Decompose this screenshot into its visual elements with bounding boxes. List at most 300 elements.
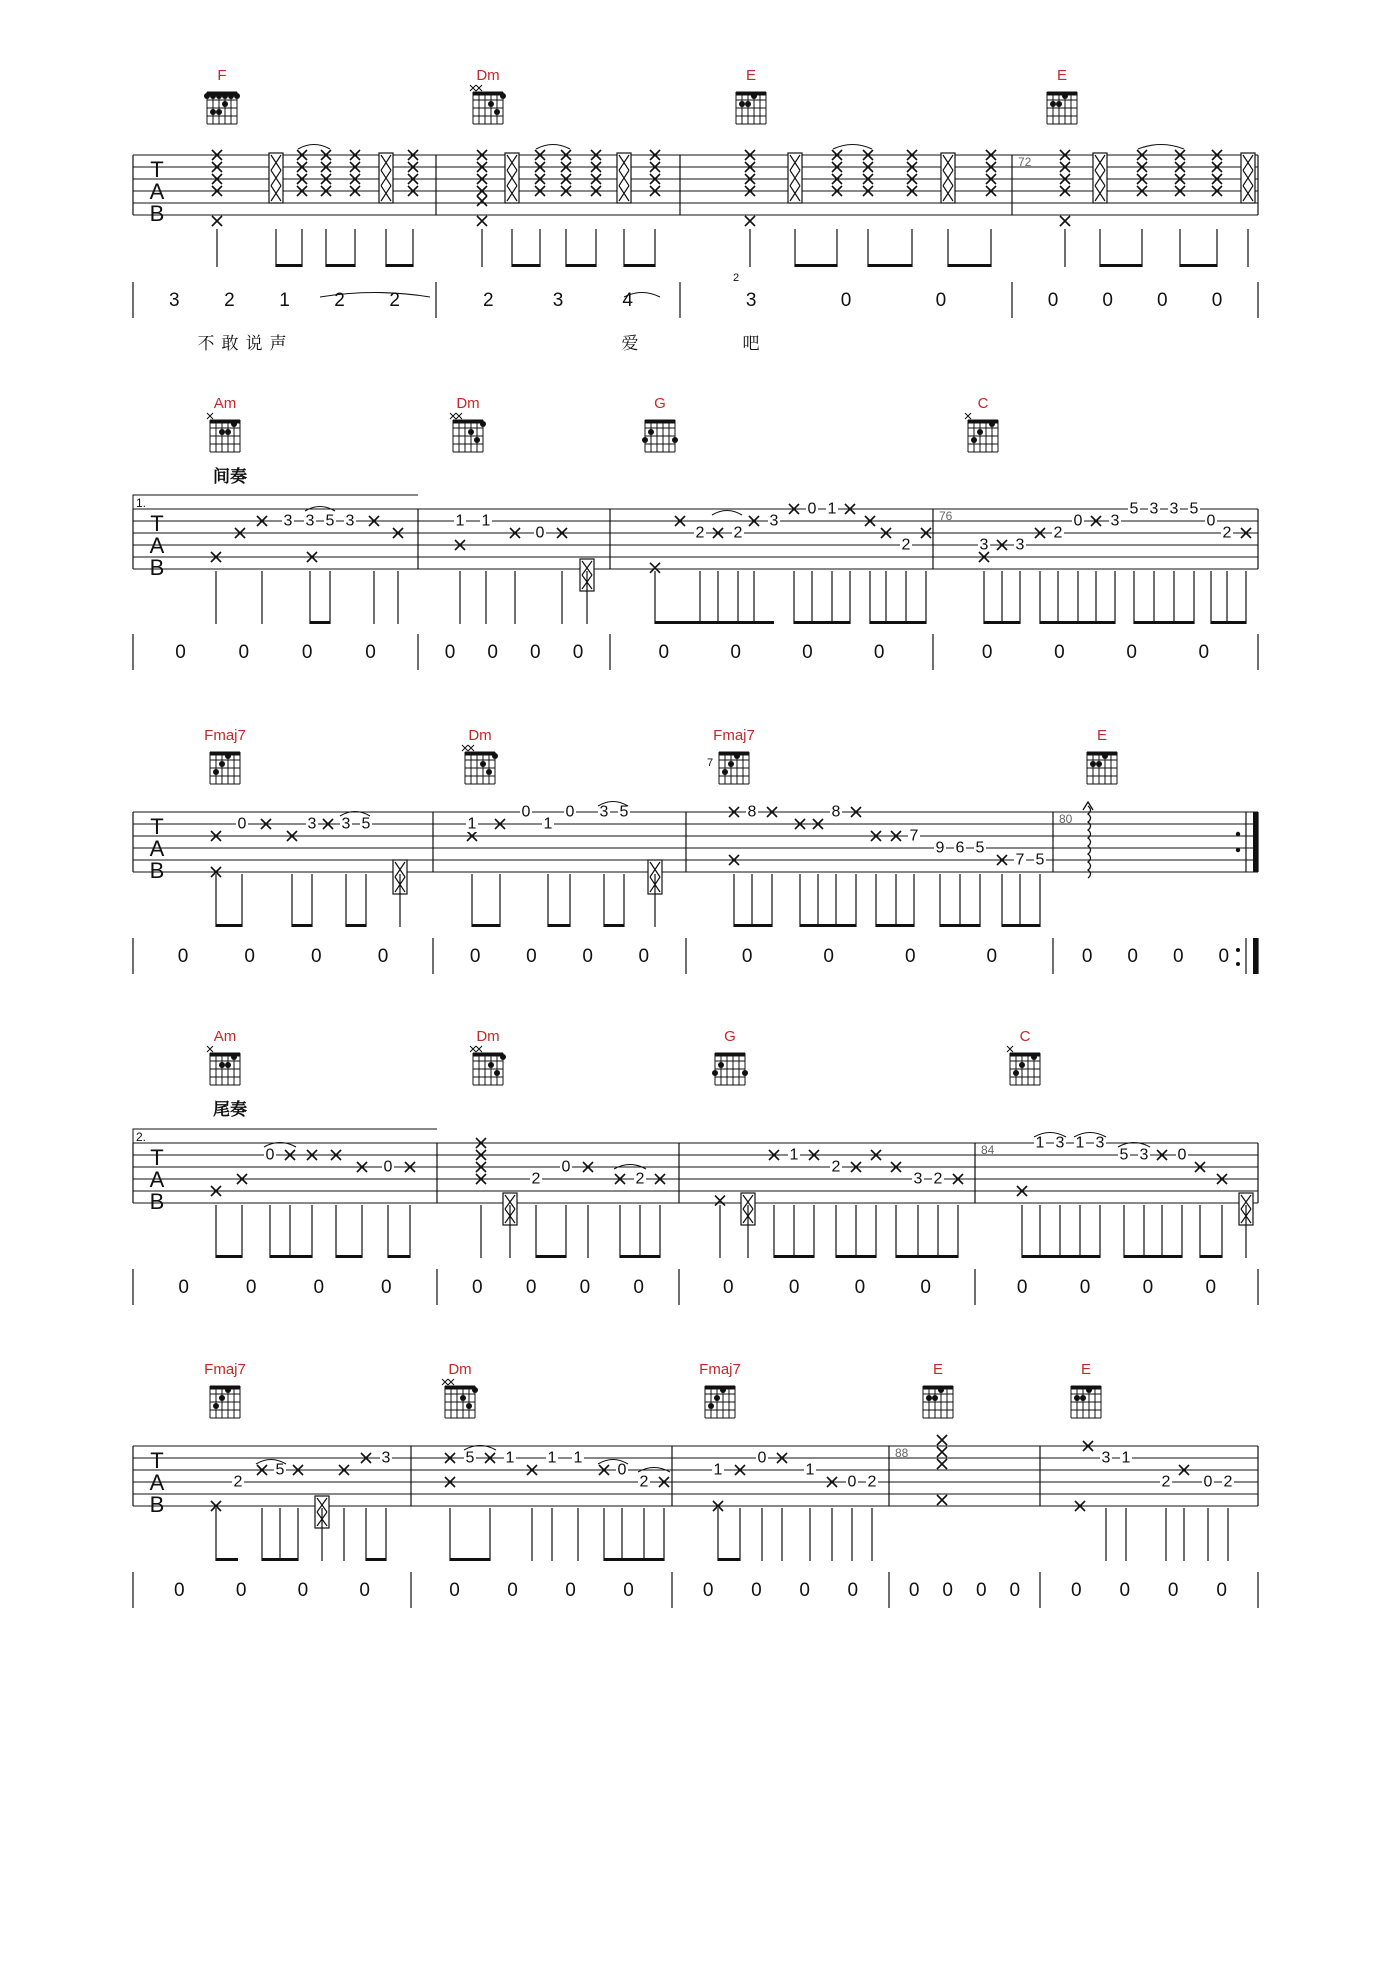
- chord-name: Dm: [448, 1361, 472, 1378]
- chord-diagram: [1087, 727, 1117, 784]
- fret-number: 3: [1101, 1449, 1111, 1467]
- jianpu-note: 0: [1218, 946, 1230, 967]
- tab-staff: [133, 1143, 1258, 1214]
- tab-system-1: [133, 67, 1258, 354]
- finger-dot: [1074, 1395, 1080, 1401]
- beam: [624, 264, 655, 267]
- tab-clef-letter: B: [149, 858, 165, 883]
- dead-note-mark: [937, 1459, 947, 1469]
- muted-string-mark: [965, 413, 971, 419]
- beam: [700, 621, 774, 624]
- x-stroke: [937, 1495, 947, 1505]
- tie-arc: [298, 145, 330, 150]
- finger-dot: [219, 1395, 225, 1401]
- chord-diagram: [923, 1361, 953, 1418]
- chord-name: Fmaj7: [713, 727, 755, 744]
- chord-diagram: [1071, 1361, 1101, 1418]
- jianpu-note: 0: [1016, 1277, 1028, 1298]
- jianpu-note: 0: [802, 642, 813, 663]
- measure-number: 80: [1059, 812, 1073, 826]
- chord-diagram: [204, 1361, 246, 1418]
- muted-string-mark: [456, 413, 462, 419]
- tab-staff: [133, 1446, 1258, 1517]
- finger-dot: [708, 1403, 714, 1409]
- finger-dot: [225, 1062, 231, 1068]
- x-stroke: [745, 216, 755, 226]
- fret-number: 1: [547, 1449, 557, 1467]
- beam: [1180, 264, 1217, 267]
- finger-dot: [234, 93, 240, 99]
- chord-name: Fmaj7: [204, 1361, 246, 1378]
- fret-number: 0: [237, 815, 247, 833]
- dead-note-mark: [477, 196, 487, 206]
- finger-dot: [219, 761, 225, 767]
- finger-dot: [1102, 753, 1108, 759]
- beam: [1002, 924, 1040, 927]
- finger-dot: [213, 1403, 219, 1409]
- beam: [795, 264, 837, 267]
- finger-dot: [500, 1054, 506, 1060]
- jianpu-note: 0: [582, 946, 593, 967]
- fret-number: 1: [805, 1461, 815, 1479]
- finger-dot: [216, 109, 222, 115]
- fret-number: 1: [455, 512, 465, 530]
- jianpu-note: 0: [1071, 1580, 1082, 1601]
- chord-diagram: [207, 1028, 240, 1085]
- beam: [216, 1558, 238, 1561]
- beam: [270, 1255, 312, 1258]
- lyric-text: 爱: [621, 334, 639, 354]
- fret-number: 5: [1119, 1146, 1129, 1164]
- jianpu-note: 0: [487, 642, 498, 663]
- jianpu-note: 0: [908, 1580, 920, 1601]
- finger-dot: [1096, 761, 1102, 767]
- fret-number: 3: [307, 815, 317, 833]
- finger-dot: [486, 769, 492, 775]
- finger-dot: [1031, 1054, 1037, 1060]
- jianpu-note: 0: [297, 1580, 309, 1601]
- jianpu-note: 0: [579, 1277, 591, 1298]
- beam: [262, 1558, 298, 1561]
- chord-name: Dm: [456, 395, 480, 412]
- chord-diagram: [699, 1361, 741, 1418]
- fret-number: 0: [847, 1473, 857, 1491]
- finger-dot: [712, 1070, 718, 1076]
- nut: [1071, 1386, 1101, 1390]
- nut: [1087, 752, 1117, 756]
- muted-string-mark: [1007, 1046, 1013, 1052]
- fret-number: 5: [1035, 851, 1045, 869]
- finger-dot: [1062, 93, 1068, 99]
- finger-dot: [938, 1387, 944, 1393]
- jianpu-note: 0: [572, 642, 584, 663]
- rasgueado-box: [1241, 153, 1255, 203]
- jianpu-note: 0: [986, 946, 998, 967]
- jianpu-note: 0: [638, 946, 650, 967]
- nut: [715, 1053, 745, 1057]
- jianpu-note: 0: [565, 1580, 576, 1601]
- beam: [604, 924, 624, 927]
- beam: [896, 1255, 958, 1258]
- fret-number: 0: [383, 1158, 393, 1176]
- jianpu-note: 0: [1211, 290, 1223, 311]
- section-label: 尾奏: [213, 1100, 247, 1120]
- fret-number: 2: [1222, 524, 1232, 542]
- beam: [836, 1255, 876, 1258]
- nut: [210, 752, 240, 756]
- muted-string-mark: [476, 1046, 482, 1052]
- fret-number: 0: [1203, 1473, 1213, 1491]
- chord-name: E: [1056, 67, 1068, 84]
- fret-number: 5: [1129, 500, 1139, 518]
- fret-number: 9: [935, 839, 945, 857]
- jianpu-note: 0: [377, 946, 389, 967]
- dead-note-mark: [937, 1435, 947, 1445]
- tab-system-5: [133, 1361, 1258, 1608]
- lyric-char: 说: [245, 334, 263, 354]
- jianpu-note: 0: [723, 1277, 734, 1298]
- tab-clef-letter: T: [150, 511, 164, 536]
- nut: [705, 1386, 735, 1390]
- x-stroke: [1060, 216, 1070, 226]
- fret-number: 3: [1149, 500, 1159, 518]
- chord-name: E: [1096, 727, 1108, 744]
- fret-number: 3: [1095, 1134, 1105, 1152]
- tab-system-2: [133, 395, 1258, 670]
- beam: [536, 1255, 566, 1258]
- chord-diagram: [470, 1028, 506, 1085]
- jianpu-note: 0: [788, 1277, 800, 1298]
- section-label: 间奏: [213, 467, 247, 487]
- finger-dot: [500, 93, 506, 99]
- fret-number: 2: [639, 1473, 649, 1491]
- beam: [512, 264, 540, 267]
- jianpu-note: 0: [245, 1277, 257, 1298]
- beam: [604, 1558, 664, 1561]
- jianpu-note: 0: [658, 642, 670, 663]
- jianpu-note: 0: [469, 946, 481, 967]
- finger-dot: [494, 1070, 500, 1076]
- jianpu-note: 0: [1157, 290, 1168, 311]
- dead-note-mark: [715, 1196, 725, 1206]
- finger-dot: [977, 429, 983, 435]
- finger-dot: [468, 429, 474, 435]
- jianpu-note: 0: [444, 642, 456, 663]
- jianpu-note: 0: [1127, 946, 1139, 967]
- tab-clef-letter: T: [150, 1145, 164, 1170]
- lyric-text: 吧: [742, 334, 760, 354]
- fret-number: 3: [913, 1170, 923, 1188]
- repeat-dot: [1236, 848, 1240, 852]
- fret-number: 2: [867, 1473, 877, 1491]
- nut: [473, 1053, 503, 1057]
- fret-number: 0: [1073, 512, 1083, 530]
- fret-number: 0: [1177, 1146, 1187, 1164]
- beam: [1100, 264, 1142, 267]
- jianpu-note: 0: [904, 946, 916, 967]
- beam: [620, 1255, 660, 1258]
- beam: [870, 621, 926, 624]
- chord-diagram: [713, 727, 755, 784]
- finger-dot: [222, 101, 228, 107]
- jianpu-note: 0: [311, 946, 322, 967]
- fret-number: 1: [713, 1461, 723, 1479]
- rasgueado-box: [617, 153, 631, 203]
- repeat-dot: [1236, 948, 1240, 952]
- tab-clef-letter: T: [150, 1448, 164, 1473]
- tab-clef-letter: T: [150, 157, 164, 182]
- fret-number: 0: [561, 1158, 571, 1176]
- beam: [216, 1255, 242, 1258]
- beam: [472, 924, 500, 927]
- jianpu-note: 0: [741, 946, 753, 967]
- fret-number: 3: [345, 512, 355, 530]
- fret-number: 1: [1035, 1134, 1045, 1152]
- chord-name: E: [1080, 1361, 1092, 1378]
- finger-dot: [216, 93, 222, 99]
- chord-name: G: [724, 1028, 736, 1045]
- jianpu-note: 0: [1216, 1580, 1227, 1601]
- tab-clef-letter: T: [150, 814, 164, 839]
- jianpu-note: 2: [482, 290, 494, 311]
- grace-note: 2: [732, 272, 740, 284]
- chord-diagram: [450, 395, 486, 452]
- beam: [336, 1255, 362, 1258]
- fret-number: 3: [979, 536, 989, 554]
- fret-number: 8: [747, 803, 757, 821]
- beam: [346, 924, 366, 927]
- finger-dot: [494, 109, 500, 115]
- chord-name: C: [977, 395, 989, 412]
- finger-dot: [219, 1062, 225, 1068]
- fret-number: 2: [831, 1158, 841, 1176]
- jianpu-note: 0: [920, 1277, 931, 1298]
- nut: [923, 1386, 953, 1390]
- dead-note-mark: [1060, 216, 1070, 226]
- measure-number: 88: [895, 1446, 909, 1460]
- fret-number: 2: [695, 524, 705, 542]
- dead-note-mark: [937, 1495, 947, 1505]
- finger-dot: [1056, 101, 1062, 107]
- finger-dot: [213, 769, 219, 775]
- finger-dot: [648, 429, 654, 435]
- jianpu-note: 0: [359, 1580, 370, 1601]
- nut: [473, 92, 503, 96]
- fret-number: 1: [467, 815, 477, 833]
- jianpu-note: 0: [730, 642, 741, 663]
- fret-number: 3: [1015, 536, 1025, 554]
- finger-dot: [231, 421, 237, 427]
- fret-number: 3: [341, 815, 351, 833]
- fret-number: 1: [505, 1449, 515, 1467]
- beam: [940, 924, 980, 927]
- finger-dot: [488, 101, 494, 107]
- jianpu-note: 3: [745, 290, 757, 311]
- lyric-char: 不: [197, 334, 215, 354]
- volta-bracket: [133, 1129, 437, 1143]
- jianpu-note: 0: [1102, 290, 1113, 311]
- fret-number: 5: [325, 512, 335, 530]
- rasgueado-box: [941, 153, 955, 203]
- tab-system-4: [133, 1028, 1258, 1305]
- jianpu-note: 0: [975, 1580, 987, 1601]
- beam: [800, 924, 856, 927]
- jianpu-note: 0: [381, 1277, 392, 1298]
- chord-name: Dm: [476, 1028, 500, 1045]
- beam: [548, 924, 570, 927]
- finger-dot: [745, 101, 751, 107]
- finger-dot: [734, 753, 740, 759]
- finger-dot: [728, 761, 734, 767]
- fret-number: 2: [933, 1170, 943, 1188]
- tie-arc: [712, 511, 742, 516]
- beam: [734, 924, 772, 927]
- jianpu-note: 0: [174, 1580, 185, 1601]
- finger-dot: [926, 1395, 932, 1401]
- jianpu-note: 0: [1167, 1580, 1179, 1601]
- jianpu-note: 0: [1142, 1277, 1154, 1298]
- x-stroke: [937, 1447, 947, 1457]
- jianpu-note: 0: [873, 642, 885, 663]
- rasgueado-box: [1093, 153, 1107, 203]
- jianpu-note: 0: [1047, 290, 1059, 311]
- fret-number: 0: [565, 803, 575, 821]
- finger-dot: [1019, 1062, 1025, 1068]
- muted-string-mark: [470, 85, 476, 91]
- fret-number: 8: [831, 803, 841, 821]
- finger-dot: [720, 1387, 726, 1393]
- finger-dot: [210, 93, 216, 99]
- jianpu-note: 0: [1198, 642, 1210, 663]
- finger-dot: [231, 1054, 237, 1060]
- finger-dot: [474, 437, 480, 443]
- fret-number: 5: [619, 803, 629, 821]
- fret-number: 1: [1121, 1449, 1131, 1467]
- fret-number: 2: [1161, 1473, 1171, 1491]
- chord-name: Am: [213, 1028, 237, 1045]
- fret-number: 2: [1053, 524, 1063, 542]
- jianpu-note: 3: [169, 290, 180, 311]
- jianpu-note: 3: [552, 290, 564, 311]
- jianpu-note: 0: [178, 1277, 189, 1298]
- muted-string-mark: [442, 1379, 448, 1385]
- jianpu-note: 0: [238, 642, 250, 663]
- x-stroke: [477, 216, 487, 226]
- tab-clef-letter: B: [149, 201, 165, 226]
- arpeggio-squiggle: [1088, 806, 1091, 878]
- tie-arc: [536, 145, 570, 150]
- lyric-char: 敢: [221, 334, 239, 354]
- nut: [645, 420, 675, 424]
- volta-bracket: [133, 495, 418, 509]
- fret-number: 0: [521, 803, 531, 821]
- measure-number: 72: [1018, 155, 1032, 169]
- volta-label: 1.: [136, 496, 147, 510]
- jianpu-note: 0: [1172, 946, 1184, 967]
- fret-number: 3: [1110, 512, 1120, 530]
- jianpu-note: 0: [530, 642, 541, 663]
- finger-dot: [1050, 101, 1056, 107]
- tab-clef-letter: A: [149, 179, 165, 204]
- chord-diagram: [712, 1028, 748, 1085]
- finger-dot: [210, 109, 216, 115]
- chord-diagram: [204, 67, 240, 124]
- jianpu-note: 0: [1126, 642, 1137, 663]
- chord-diagram: [462, 727, 498, 784]
- jianpu-note: 2: [334, 290, 345, 311]
- chord-diagram: [204, 727, 246, 784]
- jianpu-note: 0: [823, 946, 835, 967]
- jianpu-note: 2: [389, 290, 400, 311]
- jianpu-note: 0: [1054, 642, 1065, 663]
- chord-name: C: [1019, 1028, 1031, 1045]
- jianpu-note: 0: [472, 1277, 483, 1298]
- fret-number: 2: [901, 536, 911, 554]
- finger-dot: [932, 1395, 938, 1401]
- finger-dot: [488, 1062, 494, 1068]
- fret-number: 3: [1139, 1146, 1149, 1164]
- chord-diagram: [470, 67, 506, 124]
- muted-string-mark: [462, 745, 468, 751]
- jianpu-note: 0: [840, 290, 852, 311]
- finger-dot: [989, 421, 995, 427]
- jianpu-note: 0: [702, 1580, 714, 1601]
- finger-dot: [480, 761, 486, 767]
- jianpu-note: 0: [313, 1277, 325, 1298]
- tab-clef-letter: A: [149, 1470, 165, 1495]
- beam: [566, 264, 596, 267]
- fret-number: 2: [1223, 1473, 1233, 1491]
- beam: [948, 264, 991, 267]
- jianpu-note: 0: [942, 1580, 954, 1601]
- dead-note-mark: [937, 1447, 947, 1457]
- jianpu-note: 0: [623, 1580, 634, 1601]
- jianpu-note: 0: [507, 1580, 518, 1601]
- dead-note-mark: [212, 216, 222, 226]
- chord-name: Fmaj7: [204, 727, 246, 744]
- x-stroke: [477, 196, 487, 206]
- lyric-char: 声: [269, 334, 287, 354]
- finger-dot: [472, 1387, 478, 1393]
- fret-number: 1: [789, 1146, 799, 1164]
- fret-number: 2: [531, 1170, 541, 1188]
- finger-dot: [460, 1395, 466, 1401]
- nut: [736, 92, 766, 96]
- rasgueado-box: [269, 153, 283, 203]
- fret-number: 3: [381, 1449, 391, 1467]
- repeat-dot: [1236, 962, 1240, 966]
- fret-number: 7: [1015, 851, 1025, 869]
- beam: [868, 264, 912, 267]
- muted-string-mark: [207, 1046, 213, 1052]
- muted-string-mark: [476, 85, 482, 91]
- x-stroke: [715, 1196, 725, 1206]
- jianpu-note: 0: [1081, 946, 1093, 967]
- nut: [465, 752, 495, 756]
- beam: [1134, 621, 1194, 624]
- finger-dot: [642, 437, 648, 443]
- muted-string-mark: [450, 413, 456, 419]
- beam: [655, 621, 700, 624]
- beam: [1040, 621, 1115, 624]
- finger-dot: [739, 101, 745, 107]
- jianpu-note: 0: [175, 642, 186, 663]
- muted-string-mark: [207, 413, 213, 419]
- fret-number: 0: [617, 1461, 627, 1479]
- beam: [1211, 621, 1246, 624]
- measure-number: 76: [939, 509, 953, 523]
- chord-name: Dm: [468, 727, 492, 744]
